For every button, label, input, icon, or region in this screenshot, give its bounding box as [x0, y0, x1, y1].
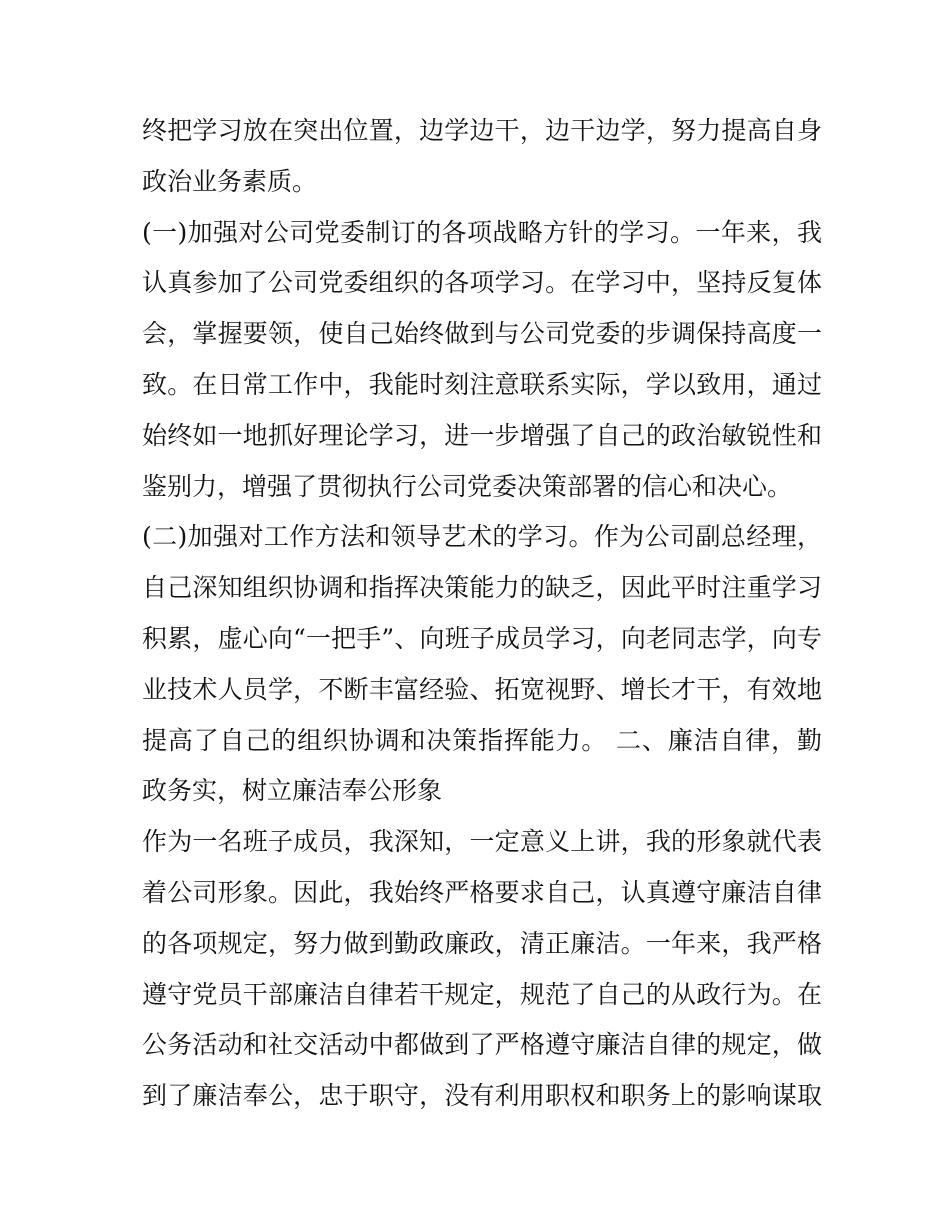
text-line: 政治业务素质。: [142, 166, 318, 196]
text-line: 认真参加了公司党委组织的各项学习。在学习中，坚持反复体: [142, 268, 822, 298]
text-line: (一)加强对公司党委制订的各项战略方针的学习。一年来，我: [142, 217, 822, 247]
text-line: 积累，虚心向“一把手”、向班子成员学习，向老同志学，向专: [142, 623, 822, 653]
text-line: 着公司形象。因此，我始终严格要求自己，认真遵守廉洁自律: [142, 877, 822, 907]
text-line: 致。在日常工作中，我能时刻注意联系实际，学以致用，通过: [142, 369, 822, 399]
text-line: 会，掌握要领，使自己始终做到与公司党委的步调保持高度一: [142, 319, 822, 349]
body-text: [142, 106, 822, 1122]
text-line: 鉴别力，增强了贯彻执行公司党委决策部署的信心和决心。: [142, 471, 793, 501]
text-line: 到了廉洁奉公，忠于职守，没有利用职权和职务上的影响谋取: [142, 1081, 822, 1111]
text-line: 提高了自己的组织协调和决策指挥能力。 二、廉洁自律，勤: [142, 725, 822, 755]
text-line: 作为一名班子成员，我深知，一定意义上讲，我的形象就代表: [142, 827, 822, 857]
text-line: 的各项规定，努力做到勤政廉政，清正廉洁。一年来，我严格: [142, 928, 822, 958]
text-line: 始终如一地抓好理论学习，进一步增强了自己的政治敏锐性和: [142, 420, 822, 450]
text-line: (二)加强对工作方法和领导艺术的学习。作为公司副总经理，: [142, 522, 822, 552]
text-line: 遵守党员干部廉洁自律若干规定，规范了自己的从政行为。在: [142, 979, 822, 1009]
text-line: 政务实，树立廉洁奉公形象: [142, 776, 443, 806]
text-line: 自己深知组织协调和指挥决策能力的缺乏，因此平时注重学习: [142, 573, 822, 603]
text-line: 业技术人员学，不断丰富经验、拓宽视野、增长才干，有效地: [142, 674, 822, 704]
text-line: 公务活动和社交活动中都做到了严格遵守廉洁自律的规定，做: [142, 1030, 822, 1060]
text-line: 终把学习放在突出位置，边学边干，边干边学，努力提高自身: [142, 116, 822, 145]
